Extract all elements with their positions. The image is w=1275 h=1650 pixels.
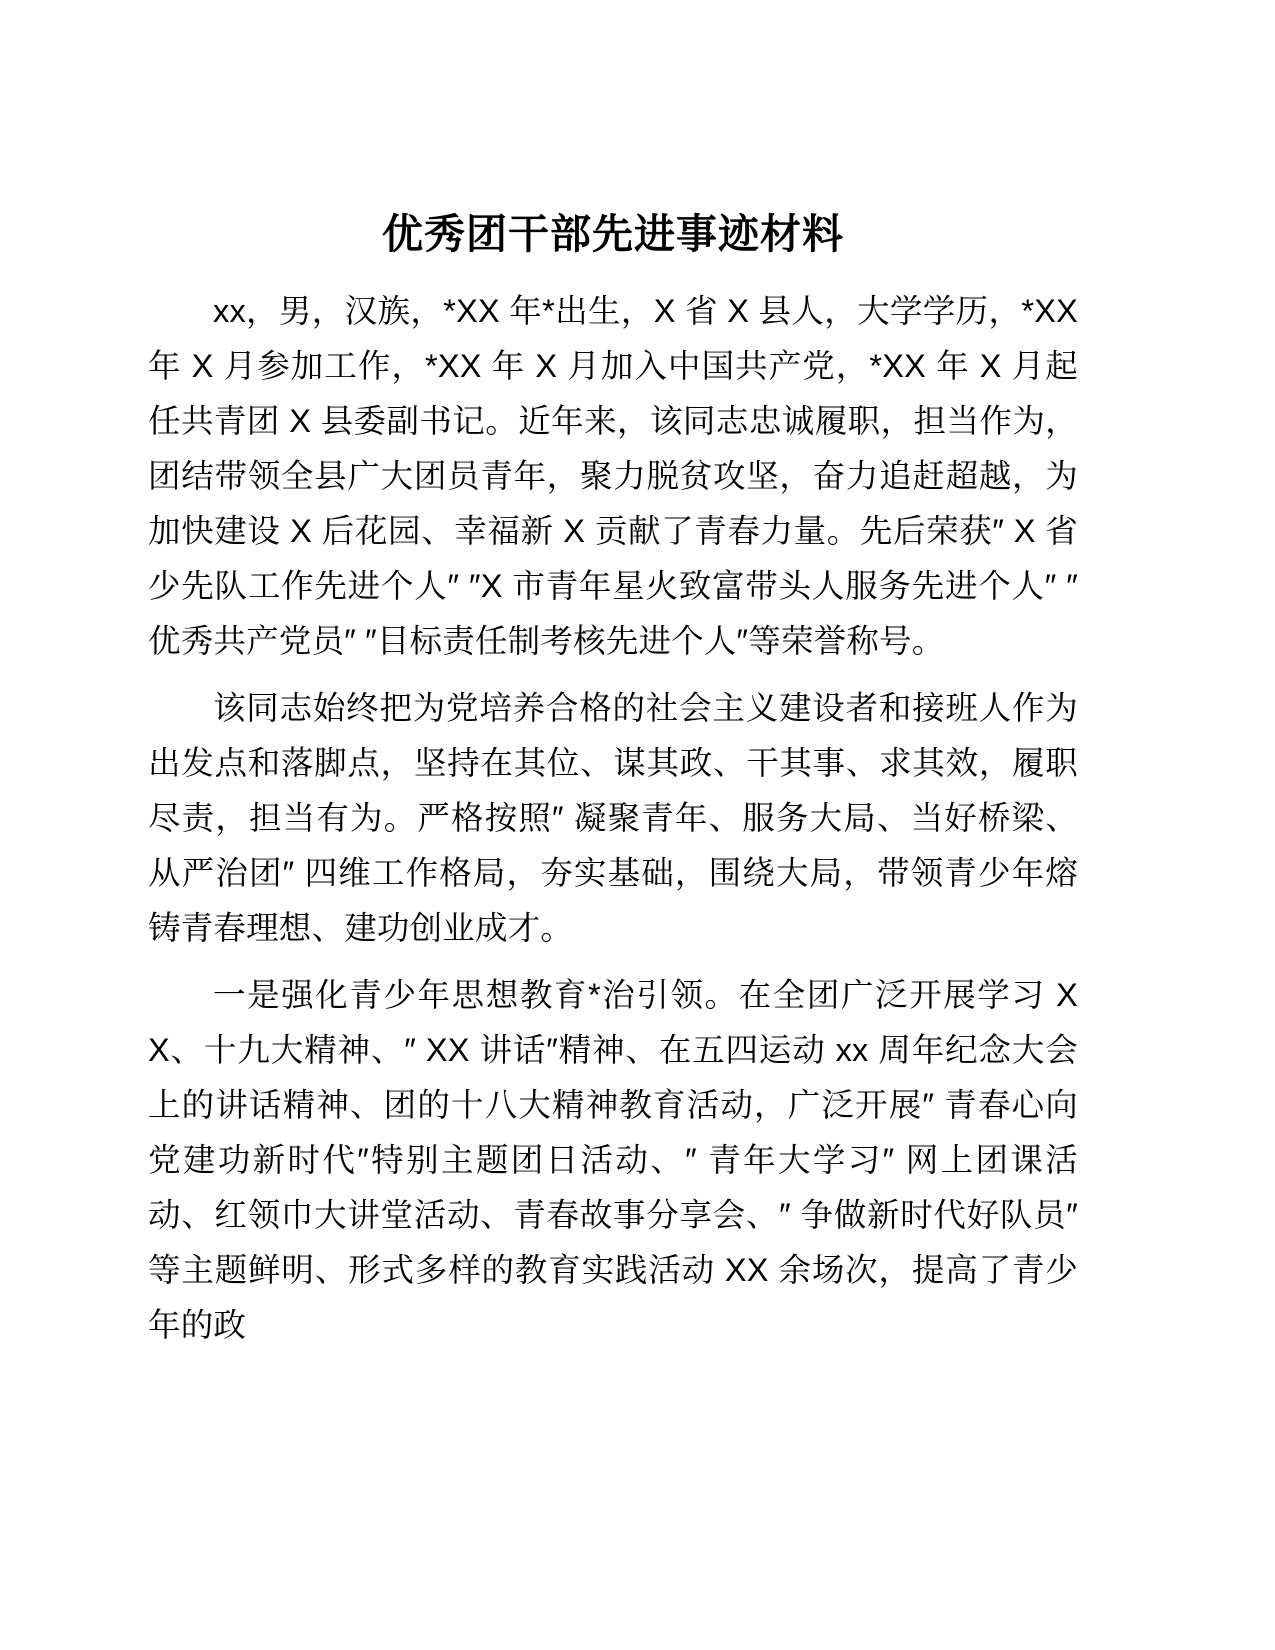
paragraph-3: 一是强化青少年思想教育*治引领。在全团广泛开展学习 XX、十九大精神、″ XX 讲话″精神、在五四运动 xx 周年纪念大会上的讲话精神、团的十八大精神教育活动，广泛开展″ 青春心向党建功新时代″特别主题团日活动、″ 青年大学习″ 网上团课活动、红领巾大讲堂活动、青春故事分享会、″ 争做新时代好队员″ 等主题鲜明、形式多样的教育实践活动 XX 余场次，提高了青少年的政	[148, 977, 1078, 1344]
page-title: 优秀团干部先进事迹材料	[382, 211, 844, 257]
document-body	[148, 185, 1078, 1353]
paragraph-2: 该同志始终把为党培养合格的社会主义建设者和接班人作为出发点和落脚点，坚持在其位、谋其政、干其事、求其效，履职尽责，担当有为。严格按照″ 凝聚青年、服务大局、当好桥梁、从严治团″ 四维工作格局，夯实基础，围绕大局，带领青少年熔铸青春理想、建功创业成才。	[148, 690, 1078, 947]
paragraph-1: xx，男，汉族，*XX 年*出生，X 省 X 县人，大学学历，*XX 年 X 月参加工作，*XX 年 X 月加入中国共产党，*XX 年 X 月起任共青团 X 县委副书记。近年来，该同志忠诚履职，担当作为，团结带领全县广大团员青年，聚力脱贫攻坚，奋力追赶超越，为加快建设 X 后花园、幸福新 X 贡献了青春力量。先后荣获″ X 省少先队工作先进个人″ ″X 市青年星火致富带头人服务先进个人″ ″优秀共产党员″ ″目标责任制考核先进个人″等荣誉称号。	[148, 293, 1078, 660]
